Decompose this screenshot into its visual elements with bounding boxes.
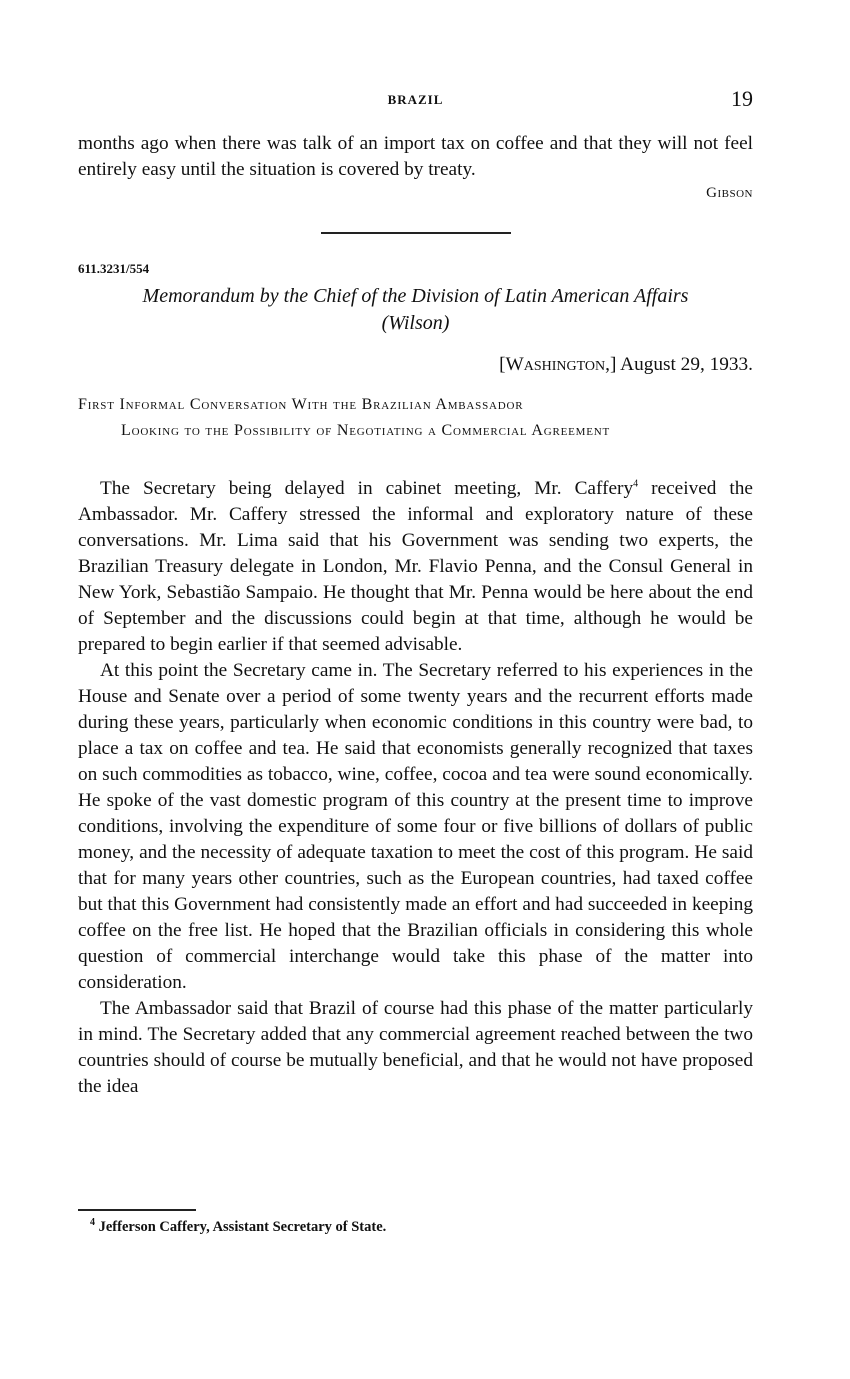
memo-body	[78, 476, 753, 1100]
page-header	[78, 86, 753, 112]
memo-title-line: Memorandum by the Chief of the Division of Latin American Affairs	[142, 285, 689, 307]
paragraph: The Ambassador said that Brazil of course had this phase of the matter particularly in mind. The Secretary added that any commercial agreement reached between the two countries should of course be mutually beneficial, and that he would not have proposed the idea	[78, 998, 753, 1097]
dateline	[499, 354, 753, 376]
running-head: BRAZIL	[387, 92, 444, 107]
subject-line-continued: Looking to the Possibility of Negotiating a Commercial Agreement	[121, 422, 610, 439]
dateline-place: [Washington,]	[499, 354, 617, 375]
paragraph-text: The Secretary being delayed in cabinet meeting, Mr. Caffery	[100, 478, 634, 499]
continuation-paragraph: months ago when there was talk of an import tax on coffee and that they will not feel entirely easy until the situation is covered by treaty.	[78, 133, 753, 180]
page-number: 19	[731, 86, 753, 111]
paragraph-text: received the Ambassador. Mr. Caffery stressed the informal and exploratory nature of these conversations. Mr. Lima said that his Government was sending two experts, the Brazilian Treasury delegate in London, Mr. Flavio Penna, and the Consul General in New York, Sebastião Sampaio. He thought that Mr. Penna would be here about the end of September and the discussions could begin at that time, although he would be prepared to begin earlier if that seemed advisable.	[78, 478, 753, 655]
memo-title	[78, 283, 753, 337]
subject-heading	[78, 392, 753, 444]
footnote-marker: 4	[90, 1217, 95, 1229]
dateline-date: August 29, 1933.	[620, 354, 753, 375]
paragraph: At this point the Secretary came in. The Secretary referred to his experiences in the House and Senate over a period of some twenty years and the recurrent efforts made during these years, particularly when economic conditions in this country were bad, to place a tax on coffee and tea. He said that economists generally recognized that taxes on such commodities as tobacco, wine, coffee, cocoa and tea were sound economically. He spoke of the vast domestic program of this country at the present time to improve conditions, involving the expenditure of some four or five billions of dollars of public money, and the necessity of adequate taxation to meet the cost of this program. He said that for many years other countries, such as the European countries, had taxed coffee but that this Government had consistently made an effort and had succeeded in keeping coffee on the free list. He hoped that the Brazilian officials in considering this whole question of commercial interchange would take this phase of the matter into consideration.	[78, 660, 753, 993]
signature: Gibson	[706, 185, 753, 201]
continuation-block	[78, 131, 753, 203]
footnote	[90, 1219, 386, 1236]
memo-author: (Wilson)	[381, 312, 450, 334]
footnote-text: Jefferson Caffery, Assistant Secretary of State.	[98, 1219, 387, 1235]
footnote-reference[interactable]: 4	[633, 478, 639, 490]
section-divider	[321, 232, 511, 234]
paragraph	[78, 476, 753, 658]
file-number: 611.3231/554	[78, 261, 150, 276]
footnote-divider	[78, 1209, 196, 1211]
subject-line: First Informal Conversation With the Brazilian Ambassador	[78, 396, 524, 413]
